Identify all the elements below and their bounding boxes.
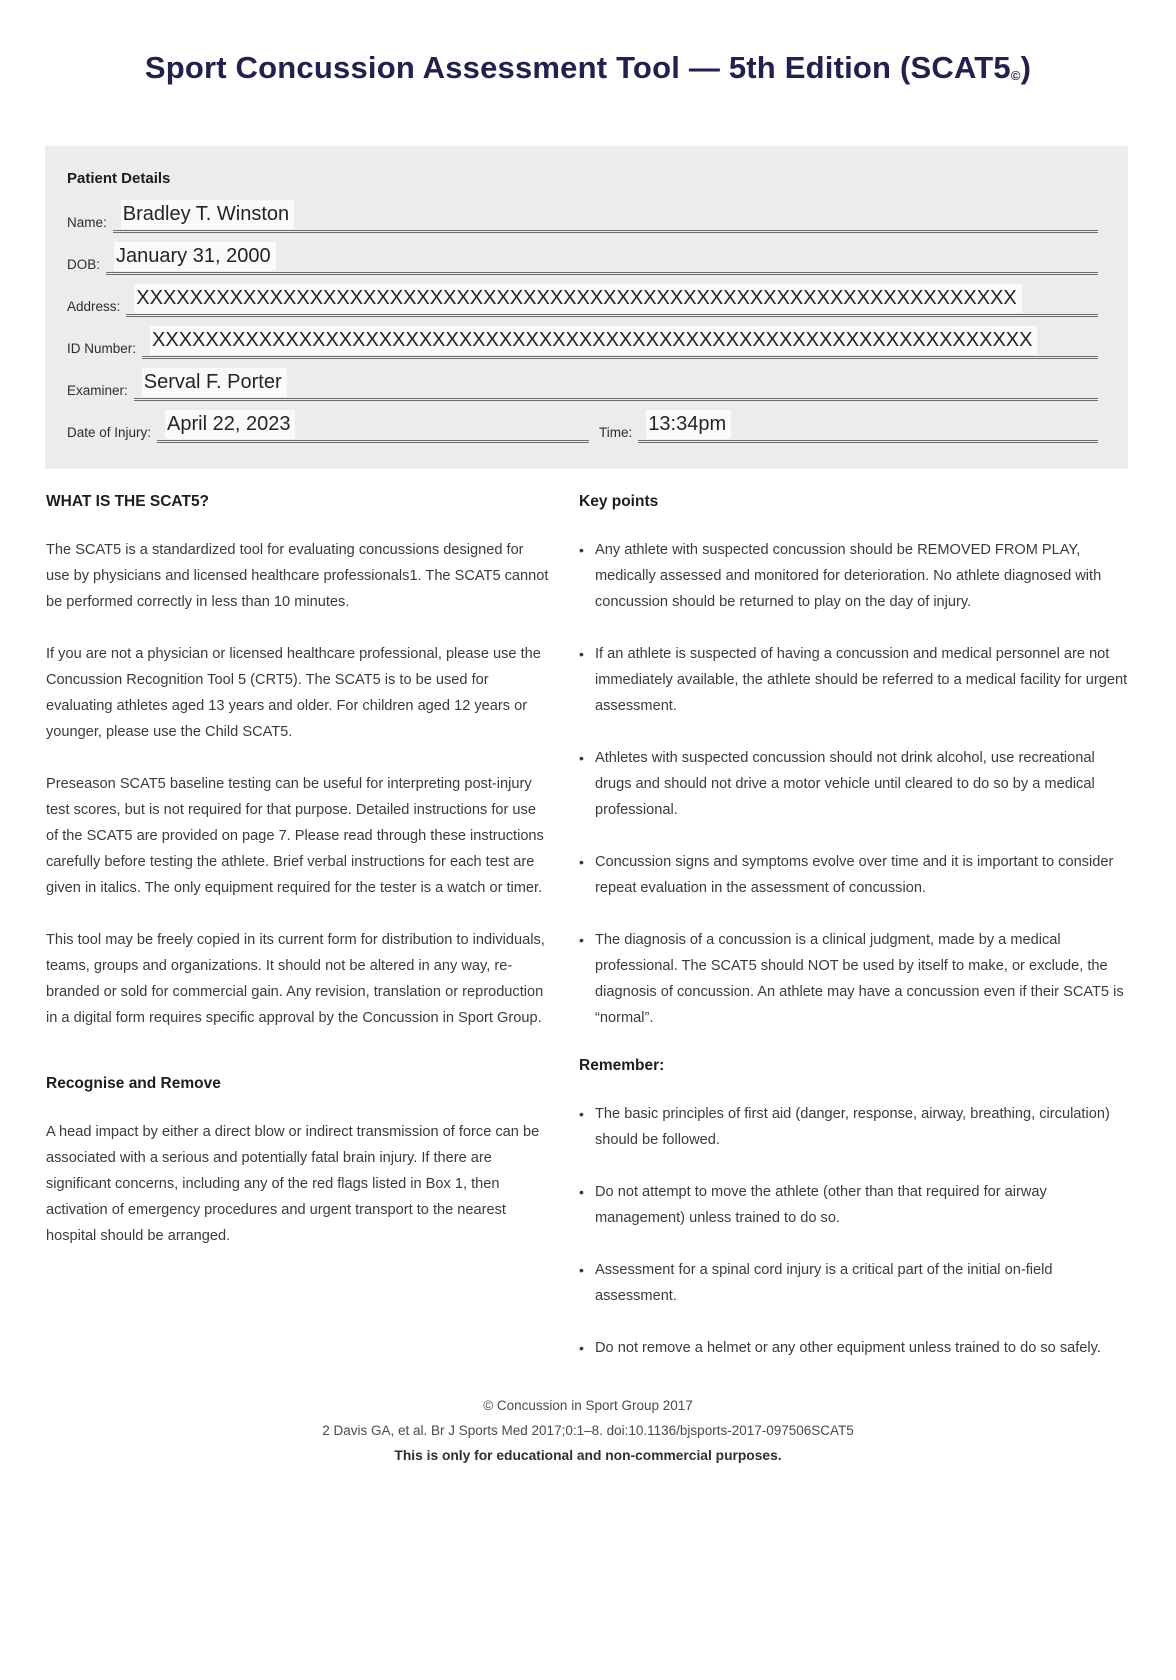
date-of-injury-value[interactable]: April 22, 2023 <box>165 410 295 439</box>
copyright-line: © Concussion in Sport Group 2017 <box>483 1398 693 1413</box>
time-field[interactable] <box>638 410 1098 443</box>
key-point-item <box>579 927 1130 1031</box>
baseline-paragraph: Preseason SCAT5 baseline testing can be useful for interpreting post-injury test scores, but is not required for that purpose. Detailed instructions for use of the SCAT5 are provided on page 7. Please read through these instructions carefully before testing the athlete. Brief verbal instructions for each test are given in italics. The only equipment required for the tester is a watch or timer. <box>46 776 544 896</box>
id-number-value[interactable]: XXXXXXXXXXXXXXXXXXXXXXXXXXXXXXXXXXXXXXXXXXXXXXXXXXXXXXXXXXXXXXXXXX <box>150 326 1037 355</box>
id-number-row <box>67 317 1098 359</box>
remember-text: Do not attempt to move the athlete (other than that required for airway management) unless trained to do so. <box>595 1184 1047 1226</box>
dob-value[interactable]: January 31, 2000 <box>114 242 276 271</box>
dob-label: DOB: <box>67 257 101 272</box>
key-point-item <box>579 537 1130 615</box>
key-point-text: If an athlete is suspected of having a concussion and medical personnel are not immediately available, the athlete should be referred to a medical facility for urgent assessment. <box>595 646 1128 714</box>
dob-row <box>67 233 1098 275</box>
key-point-text: Concussion signs and symptoms evolve over time and it is important to consider repeat evaluation in the assessment of concussion. <box>595 854 1114 896</box>
time-value[interactable]: 13:34pm <box>646 410 731 439</box>
citation-line: 2 Davis GA, et al. Br J Sports Med 2017;0:1–8. doi:10.1136/bjsports-2017-097506SCAT5 <box>322 1423 854 1438</box>
bullet-icon: • <box>579 1184 584 1200</box>
key-point-item <box>579 745 1130 823</box>
remember-item <box>579 1101 1130 1153</box>
key-points-column <box>579 493 1130 1361</box>
patient-details-heading: Patient Details <box>67 170 171 187</box>
date-of-injury-label: Date of Injury: <box>67 425 152 440</box>
copyright-mark: © <box>1010 68 1021 83</box>
bullet-icon: • <box>579 750 584 766</box>
address-row <box>67 275 1098 317</box>
time-label: Time: <box>599 425 633 440</box>
crt5-paragraph: If you are not a physician or licensed healthcare professional, please use the Concussion Recognition Tool 5 (CRT5). The SCAT5 is to be used for evaluating athletes aged 13 years and older. For children aged 12 years or younger, please use the Child SCAT5. <box>46 646 541 740</box>
bullet-icon: • <box>579 1106 584 1122</box>
id-number-field[interactable] <box>142 326 1098 359</box>
id-number-label: ID Number: <box>67 341 137 356</box>
examiner-row <box>67 359 1098 401</box>
bullet-icon: • <box>579 542 584 558</box>
remember-item <box>579 1257 1130 1309</box>
examiner-label: Examiner: <box>67 383 128 398</box>
name-value[interactable]: Bradley T. Winston <box>121 200 294 229</box>
recognise-remove-paragraph: A head impact by either a direct blow or indirect transmission of force can be associated with a serious and potentially fatal brain injury. If there are significant concerns, including any of the red flags listed in Box 1, then activation of emergency procedures and urgent transport to the nearest hospital should be arranged. <box>46 1124 540 1244</box>
name-field[interactable] <box>113 200 1098 233</box>
examiner-field[interactable] <box>134 368 1098 401</box>
date-of-injury-field[interactable] <box>157 410 589 443</box>
bullet-icon: • <box>579 854 584 870</box>
what-is-scat5-column <box>46 493 549 1361</box>
name-row <box>67 191 1098 233</box>
key-point-item <box>579 849 1130 901</box>
key-point-text: Athletes with suspected concussion should not drink alcohol, use recreational drugs and should not drive a motor vehicle until cleared to do so by a medical professional. <box>595 750 1095 818</box>
address-field[interactable] <box>126 284 1098 317</box>
bullet-icon: • <box>579 932 584 948</box>
key-point-text: The diagnosis of a concussion is a clinical judgment, made by a medical professional. The SCAT5 should NOT be used by itself to make, or exclude, the diagnosis of concussion. An athlete may have a concussion even if their SCAT5 is “normal”. <box>595 932 1124 1026</box>
bullet-icon: • <box>579 646 584 662</box>
body-columns <box>46 493 1130 1361</box>
injury-date-time-row <box>67 401 1098 443</box>
disclaimer-line: This is only for educational and non-commercial purposes. <box>394 1448 782 1463</box>
patient-details-panel <box>45 146 1128 469</box>
page-footer <box>0 1393 1176 1468</box>
page-title <box>0 50 1176 86</box>
remember-item <box>579 1335 1130 1361</box>
name-label: Name: <box>67 215 107 230</box>
key-point-text: Any athlete with suspected concussion should be REMOVED FROM PLAY, medically assessed and monitored for deterioration. No athlete diagnosed with concussion should be returned to play on the day of injury. <box>595 542 1102 610</box>
address-value[interactable]: XXXXXXXXXXXXXXXXXXXXXXXXXXXXXXXXXXXXXXXXXXXXXXXXXXXXXXXXXXXXXXXXXX <box>134 284 1021 313</box>
page-title-close: ) <box>1020 50 1032 85</box>
copying-paragraph: This tool may be freely copied in its current form for distribution to individuals, teams, groups and organizations. It should not be altered in any way, re-branded or sold for commercial gain. Any revision, translation or reproduction in a digital form requires specific approval by the Concussion in Sport Group. <box>46 932 545 1026</box>
remember-heading: Remember: <box>579 1057 665 1074</box>
remember-text: Do not remove a helmet or any other equipment unless trained to do so safely. <box>595 1340 1101 1356</box>
key-points-heading: Key points <box>579 493 659 510</box>
key-point-item <box>579 641 1130 719</box>
what-is-scat5-heading: WHAT IS THE SCAT5? <box>46 493 210 510</box>
intro-paragraph: The SCAT5 is a standardized tool for evaluating concussions designed for use by physicians and licensed healthcare professionals1. The SCAT5 cannot be performed correctly in less than 10 minutes. <box>46 542 549 610</box>
page-title-text: Sport Concussion Assessment Tool — 5th Edition (SCAT5 <box>144 50 1011 85</box>
address-label: Address: <box>67 299 121 314</box>
dob-field[interactable] <box>106 242 1098 275</box>
remember-text: The basic principles of first aid (danger, response, airway, breathing, circulation) should be followed. <box>595 1106 1110 1148</box>
bullet-icon: • <box>579 1340 584 1356</box>
bullet-icon: • <box>579 1262 584 1278</box>
examiner-value[interactable]: Serval F. Porter <box>142 368 287 397</box>
remember-text: Assessment for a spinal cord injury is a critical part of the initial on-field assessment. <box>595 1262 1053 1304</box>
recognise-remove-heading: Recognise and Remove <box>46 1075 221 1092</box>
remember-item <box>579 1179 1130 1231</box>
